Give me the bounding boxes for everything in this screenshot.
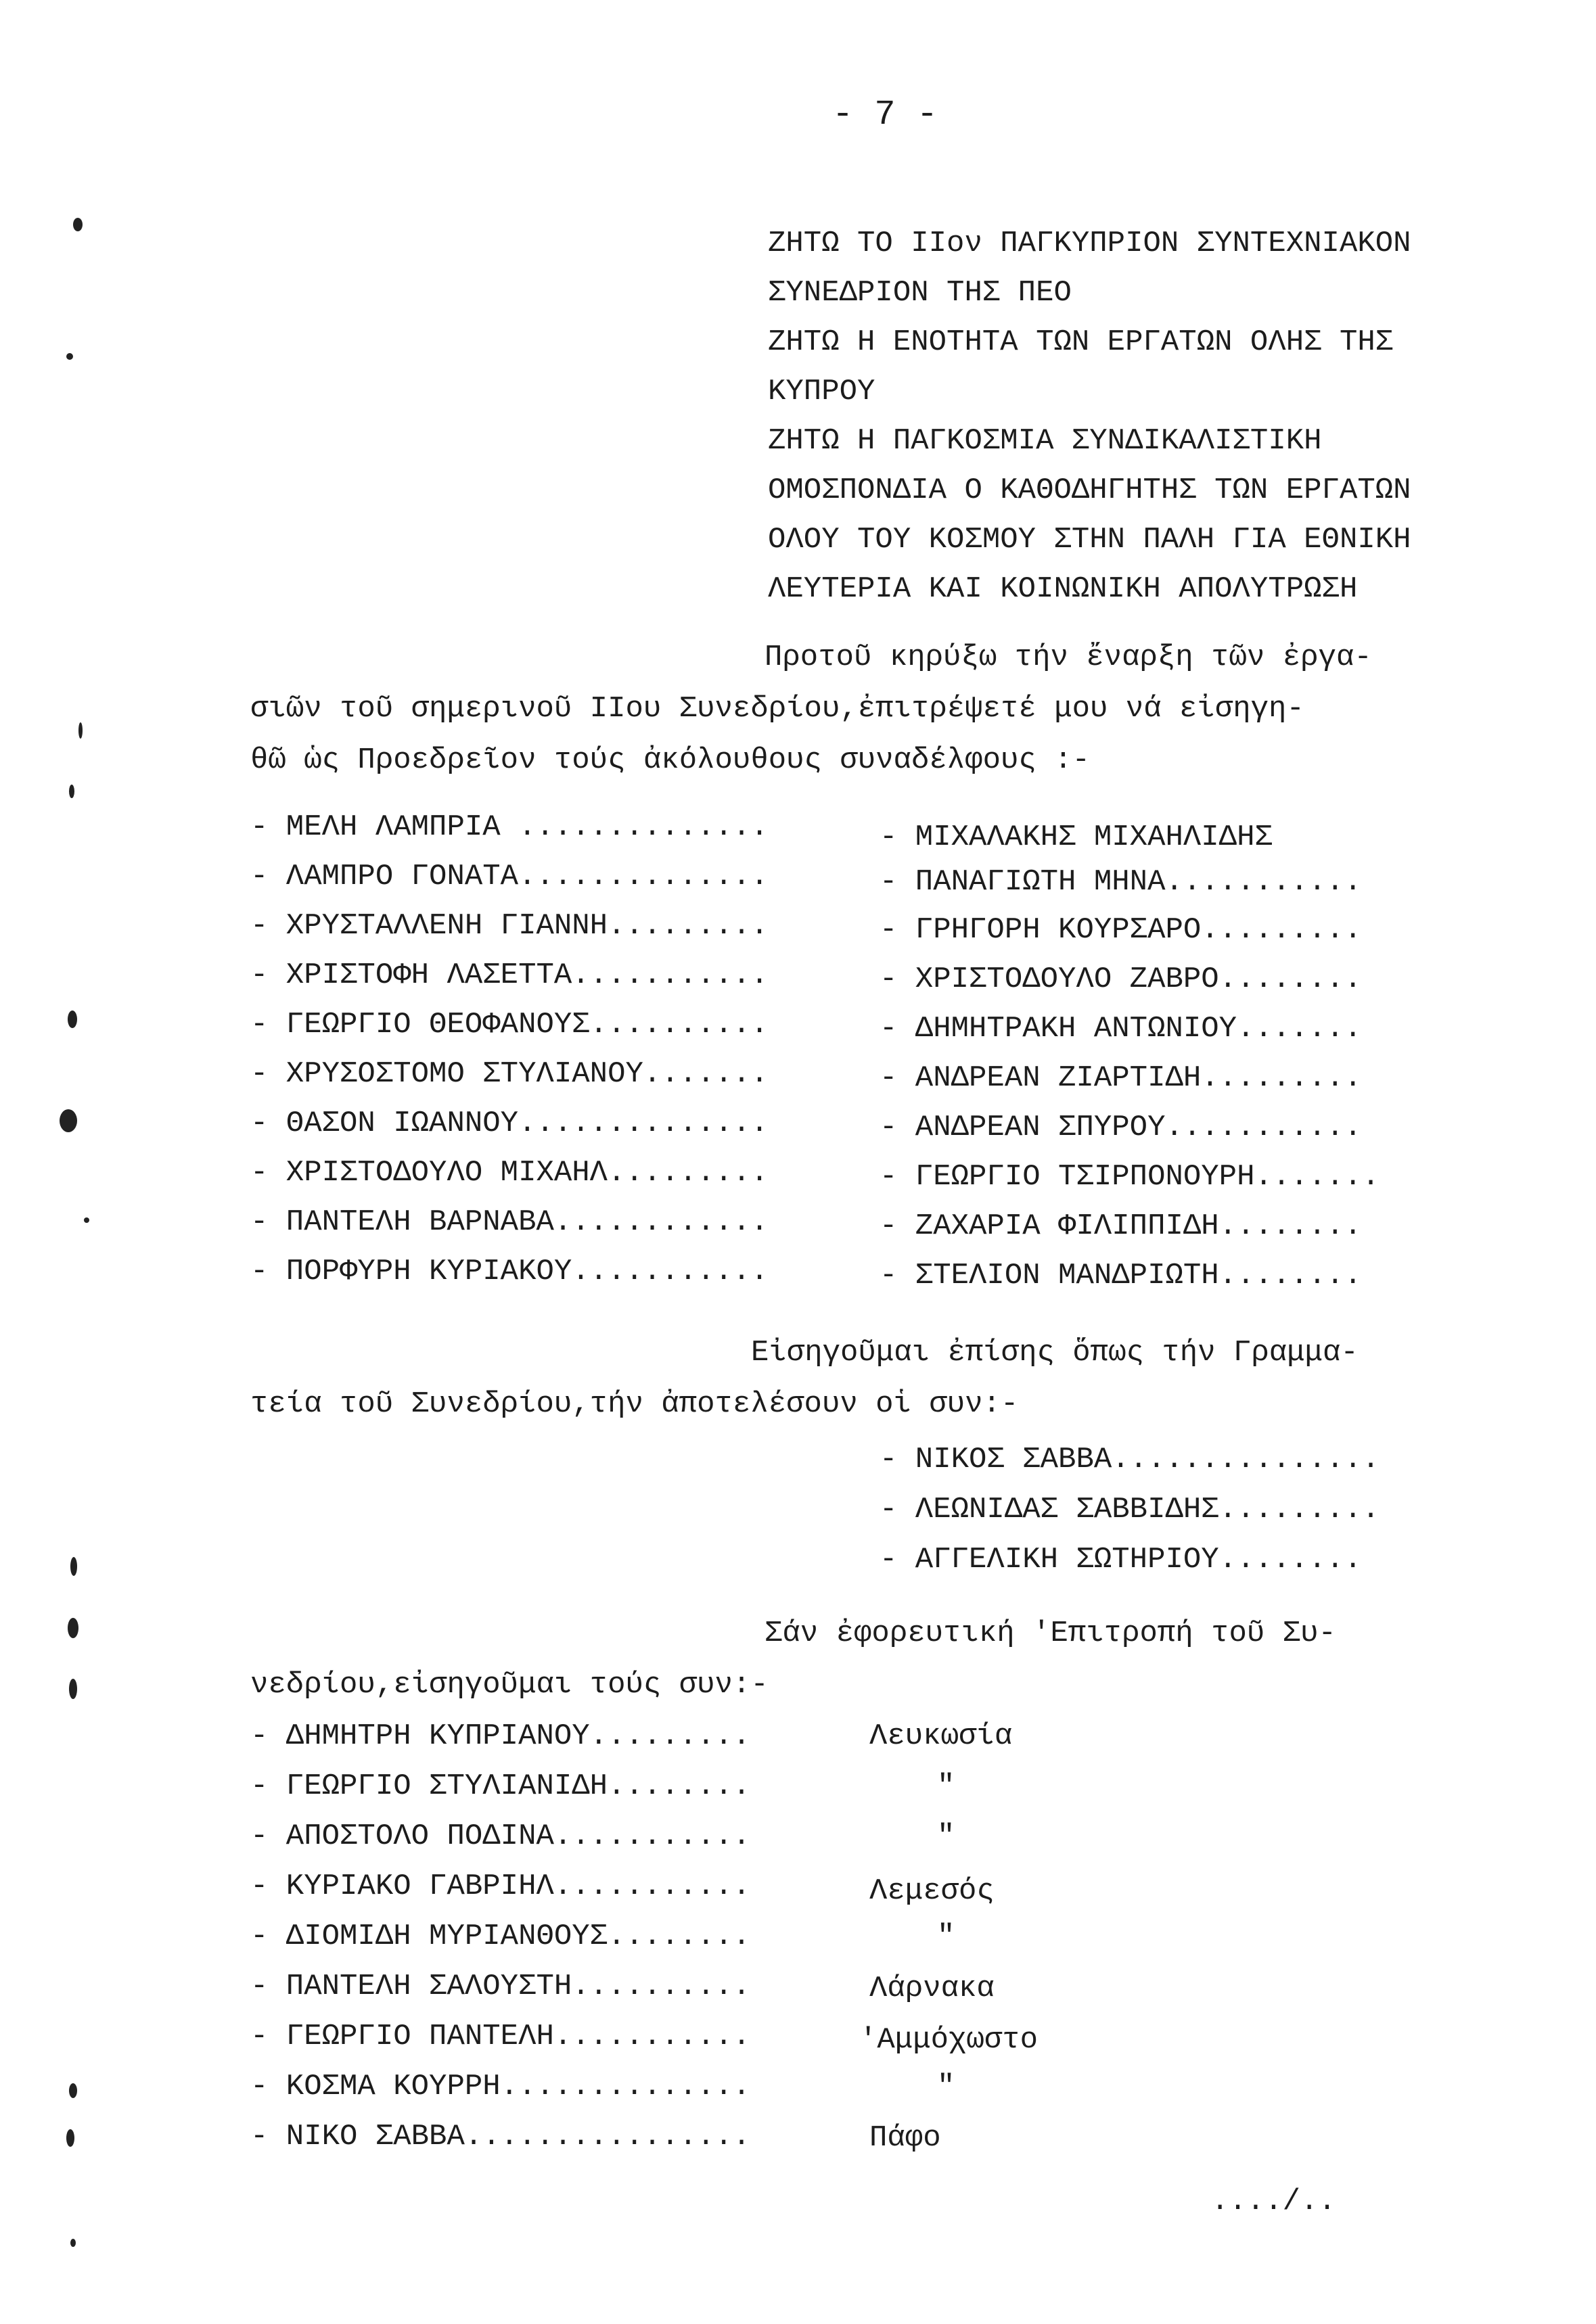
slogan-line: ΖΗΤΩ ΤΟ ΙΙον ΠΑΓΚΥΠΡΙΟΝ ΣΥΝΤΕΧΝΙΑΚΟΝ bbox=[768, 227, 1411, 260]
committee-name: - ΓΕΩΡΓΙΟ ΠΑΝΤΕΛΗ........... bbox=[250, 2020, 751, 2053]
presidium-right-item: - ΖΑΧΑΡΙΑ ΦΙΛΙΠΠΙΔΗ........ bbox=[880, 1209, 1362, 1243]
scan-speck bbox=[69, 2083, 77, 2098]
secretariat-item: - ΝΙΚΟΣ ΣΑΒΒΑ............... bbox=[880, 1443, 1380, 1477]
committee-city: Πάφο bbox=[869, 2121, 941, 2155]
slogan-line: ΛΕΥΤΕΡΙΑ ΚΑΙ ΚΟΙΝΩΝΙΚΗ ΑΠΟΛΥΤΡΩΣΗ bbox=[768, 572, 1358, 606]
committee-name: - ΔΙΟΜΙΔΗ ΜΥΡΙΑΝΘΟΥΣ........ bbox=[250, 1920, 751, 1953]
secretariat-item: - ΛΕΩΝΙΔΑΣ ΣΑΒΒΙΔΗΣ......... bbox=[880, 1493, 1380, 1527]
paragraph-line: Σάν ἐφορευτική 'Επιτροπή τοῦ Συ- bbox=[765, 1617, 1336, 1650]
scan-speck bbox=[66, 2129, 74, 2147]
committee-city: Λευκωσία bbox=[869, 1719, 1013, 1753]
committee-name: - ΑΠΟΣΤΟΛΟ ΠΟΔΙΝΑ........... bbox=[250, 1819, 751, 1853]
presidium-right-item: - ΓΡΗΓΟΡΗ ΚΟΥΡΣΑΡΟ......... bbox=[880, 913, 1362, 947]
paragraph-line: Εἰσηγοῦμαι ἐπίσης ὅπως τήν Γραμμα- bbox=[751, 1336, 1359, 1370]
scan-speck bbox=[70, 1557, 77, 1576]
scan-speck bbox=[68, 1010, 77, 1028]
committee-city: 'Αμμόχωστο bbox=[859, 2023, 1039, 2057]
slogan-line: ΟΜΟΣΠΟΝΔΙΑ Ο ΚΑΘΟΔΗΓΗΤΗΣ ΤΩΝ ΕΡΓΑΤΩΝ bbox=[768, 473, 1411, 507]
presidium-left-item: - ΜΕΛΗ ΛΑΜΠΡΙΑ .............. bbox=[250, 810, 769, 844]
committee-name: - ΝΙΚΟ ΣΑΒΒΑ................ bbox=[250, 2120, 751, 2154]
presidium-right-item: - ΜΙΧΑΛΑΚΗΣ ΜΙΧΑΗΛΙΔΗΣ bbox=[880, 820, 1273, 854]
presidium-right-item: - ΠΑΝΑΓΙΩΤΗ ΜΗΝΑ........... bbox=[880, 865, 1362, 899]
presidium-left-item: - ΧΡΥΣΟΣΤΟΜΟ ΣΤΥΛΙΑΝΟΥ....... bbox=[250, 1057, 769, 1091]
paragraph-line: σιῶν τοῦ σημερινοῦ ΙΙου Συνεδρίου,ἐπιτρέψετέ μου νά εἰσηγη- bbox=[250, 692, 1304, 726]
scan-speck bbox=[68, 1618, 78, 1638]
paragraph-line: θῶ ὡς Προεδρεῖον τούς ἀκόλουθους συναδέλφους :- bbox=[250, 743, 1091, 777]
scan-speck bbox=[84, 1217, 89, 1223]
presidium-right-item: - ΑΝΔΡΕΑΝ ΖΙΑΡΤΙΔΗ......... bbox=[880, 1061, 1362, 1095]
scan-speck bbox=[60, 1109, 77, 1132]
presidium-right-item: - ΧΡΙΣΤΟΔΟΥΛΟ ΖΑΒΡΟ........ bbox=[880, 962, 1362, 996]
secretariat-item: - ΑΓΓΕΛΙΚΗ ΣΩΤΗΡΙΟΥ........ bbox=[880, 1543, 1362, 1577]
page-number: - 7 - bbox=[832, 95, 938, 135]
committee-city: Λάρνακα bbox=[869, 1972, 995, 2005]
presidium-right-item: - ΑΝΔΡΕΑΝ ΣΠΥΡΟΥ........... bbox=[880, 1111, 1362, 1144]
committee-city: " bbox=[937, 1819, 955, 1853]
committee-city: Λεμεσός bbox=[869, 1874, 995, 1908]
presidium-right-item: - ΣΤΕΛΙΟΝ ΜΑΝΔΡΙΩΤΗ........ bbox=[880, 1259, 1362, 1293]
slogan-line: ΖΗΤΩ Η ΕΝΟΤΗΤΑ ΤΩΝ ΕΡΓΑΤΩΝ ΟΛΗΣ ΤΗΣ bbox=[768, 325, 1394, 359]
paragraph-line: τεία τοῦ Συνεδρίου,τήν ἀποτελέσουν οἱ συν:- bbox=[250, 1387, 1019, 1421]
presidium-left-item: - ΛΑΜΠΡΟ ΓΟΝΑΤΑ.............. bbox=[250, 860, 769, 893]
presidium-right-item: - ΔΗΜΗΤΡΑΚΗ ΑΝΤΩΝΙΟΥ....... bbox=[880, 1012, 1362, 1046]
continuation-marker: ..../.. bbox=[1211, 2185, 1336, 2218]
presidium-left-item: - ΠΟΡΦΥΡΗ ΚΥΡΙΑΚΟΥ........... bbox=[250, 1255, 769, 1288]
scan-speck bbox=[69, 1679, 77, 1699]
committee-city: " bbox=[937, 1920, 955, 1953]
scan-speck bbox=[69, 785, 74, 798]
committee-name: - ΔΗΜΗΤΡΗ ΚΥΠΡΙΑΝΟΥ......... bbox=[250, 1719, 751, 1753]
scan-speck bbox=[73, 218, 83, 231]
committee-name: - ΓΕΩΡΓΙΟ ΣΤΥΛΙΑΝΙΔΗ........ bbox=[250, 1769, 751, 1803]
scan-speck bbox=[66, 353, 73, 360]
paragraph-line: Προτοῦ κηρύξω τήν ἔναρξη τῶν ἐργα- bbox=[765, 641, 1372, 674]
presidium-right-item: - ΓΕΩΡΓΙΟ ΤΣΙΡΠΟΝΟΥΡΗ....... bbox=[880, 1160, 1380, 1194]
committee-city: " bbox=[937, 2070, 955, 2104]
committee-name: - ΚΟΣΜΑ ΚΟΥΡΡΗ.............. bbox=[250, 2070, 751, 2104]
slogan-line: ΖΗΤΩ Η ΠΑΓΚΟΣΜΙΑ ΣΥΝΔΙΚΑΛΙΣΤΙΚΗ bbox=[768, 424, 1322, 458]
slogan-line: ΚΥΠΡΟΥ bbox=[768, 375, 875, 409]
presidium-left-item: - ΠΑΝΤΕΛΗ ΒΑΡΝΑΒΑ............ bbox=[250, 1205, 769, 1239]
presidium-left-item: - ΧΡΙΣΤΟΦΗ ΛΑΣΕΤΤΑ........... bbox=[250, 958, 769, 992]
scan-speck bbox=[78, 722, 83, 739]
scan-speck bbox=[70, 2239, 76, 2247]
committee-city: " bbox=[937, 1769, 955, 1803]
presidium-left-item: - ΧΡΥΣΤΑΛΛΕΝΗ ΓΙΑΝΝΗ......... bbox=[250, 909, 769, 943]
committee-name: - ΚΥΡΙΑΚΟ ΓΑΒΡΙΗΛ........... bbox=[250, 1869, 751, 1903]
committee-name: - ΠΑΝΤΕΛΗ ΣΑΛΟΥΣΤΗ.......... bbox=[250, 1970, 751, 2003]
slogan-line: ΟΛΟΥ ΤΟΥ ΚΟΣΜΟΥ ΣΤΗΝ ΠΑΛΗ ΓΙΑ ΕΘΝΙΚΗ bbox=[768, 523, 1411, 557]
presidium-left-item: - ΓΕΩΡΓΙΟ ΘΕΟΦΑΝΟΥΣ.......... bbox=[250, 1008, 769, 1042]
slogan-line: ΣΥΝΕΔΡΙΟΝ ΤΗΣ ΠΕΟ bbox=[768, 276, 1072, 310]
presidium-left-item: - ΧΡΙΣΤΟΔΟΥΛΟ ΜΙΧΑΗΛ......... bbox=[250, 1156, 769, 1190]
presidium-left-item: - ΘΑΣΟΝ ΙΩΑΝΝΟΥ.............. bbox=[250, 1107, 769, 1140]
paragraph-line: νεδρίου,εἰσηγοῦμαι τούς συν:- bbox=[250, 1668, 769, 1702]
